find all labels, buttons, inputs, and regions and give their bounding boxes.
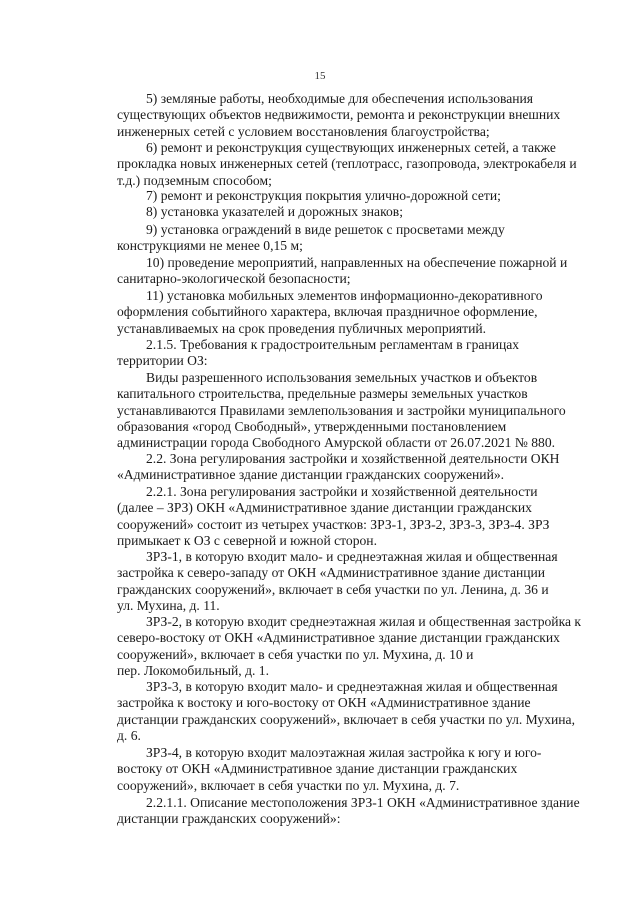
para-zrz-2 [117, 614, 600, 679]
text-line: гражданских сооружений», включает в себя участки по ул. Ленина, д. 36 и [117, 581, 549, 597]
text-line: «Административное здание дистанции гражданских сооружений». [117, 467, 505, 483]
para-2-2-1-1 [117, 795, 600, 828]
text-line: 10) проведение мероприятий, направленных на обеспечение пожарной и [146, 255, 568, 270]
para-item-6 [117, 140, 600, 189]
text-line: устанавливаемых на срок проведения публичных мероприятий. [117, 320, 487, 336]
para-item-11 [117, 288, 600, 337]
para-item-10 [117, 255, 600, 288]
text-line: инженерных сетей с условием восстановления благоустройства; [117, 123, 490, 139]
text-line: 11) установка мобильных элементов информационно-декоративного [146, 288, 543, 303]
text-line: д. 6. [117, 727, 141, 743]
text-line: сооружений», включает в себя участки по ул. Мухина, д. 7. [117, 777, 460, 793]
para-vidy [117, 370, 600, 451]
text-line: примыкает к ОЗ с северной и южной сторон. [117, 532, 377, 548]
text-line: пер. Локомобильный, д. 1. [117, 662, 269, 678]
text-line: Виды разрешенного использования земельных участков и объектов [146, 370, 538, 385]
text-line: застройка к северо-западу от ОКН «Административное здание дистанции [117, 565, 546, 581]
text-line: ЗРЗ-1, в которую входит мало- и среднеэтажная жилая и общественная [146, 549, 558, 564]
para-item-9 [117, 222, 600, 255]
text-line: дистанции гражданских сооружений»: [117, 811, 341, 827]
text-line: 2.2.1. Зона регулирования застройки и хозяйственной деятельности [146, 484, 538, 499]
para-2-2-1 [117, 484, 600, 549]
text-line: т.д.) подземным способом; [117, 172, 272, 188]
text-line: 2.1.5. Требования к градостроительным регламентам в границах [146, 337, 520, 352]
text-line: 5) земляные работы, необходимые для обеспечения использования [146, 91, 534, 106]
text-line: ЗРЗ-4, в которую входит малоэтажная жилая застройка к югу и юго- [146, 745, 542, 760]
para-zrz-3 [117, 679, 600, 744]
para-2-2 [117, 451, 600, 484]
text-line: ЗРЗ-2, в которую входит среднеэтажная жилая и общественная застройка к [146, 614, 581, 629]
text-line: оформления событийного характера, включая праздничное оформление, [117, 304, 538, 320]
text-line: сооружений», включает в себя участки по ул. Мухина, д. 10 и [117, 646, 474, 662]
page-number: 15 [314, 70, 326, 82]
text-line: (далее – ЗРЗ) ОКН «Административное здание дистанции гражданских [117, 500, 532, 516]
para-2-1-5 [117, 337, 600, 370]
text-line: 2.2. Зона регулирования застройки и хозяйственной деятельности ОКН [146, 451, 560, 466]
para-item-7 [117, 188, 600, 204]
text-line: администрации города Свободного Амурской области от 26.07.2021 № 880. [117, 435, 556, 451]
text-line: 6) ремонт и реконструкция существующих инженерных сетей, а также [146, 140, 556, 155]
text-line: территории ОЗ: [117, 353, 208, 369]
text-line: устанавливаются Правилами землепользования и застройки муниципального [117, 402, 566, 418]
text-line: 9) установка ограждений в виде решеток с просветами между [146, 222, 505, 237]
text-line: санитарно-экологической безопасности; [117, 271, 351, 287]
text-line: 8) установка указателей и дорожных знаков; [146, 204, 403, 219]
text-line: существующих объектов недвижимости, ремонта и реконструкции внешних [117, 107, 561, 123]
text-line: дистанции гражданских сооружений», включает в себя участки по ул. Мухина, [117, 711, 575, 727]
text-line: конструкциями не менее 0,15 м; [117, 238, 303, 254]
text-line: 7) ремонт и реконструкция покрытия улично-дорожной сети; [146, 188, 501, 203]
text-line: капитального строительства, предельные размеры земельных участков [117, 386, 528, 402]
para-zrz-1 [117, 549, 600, 614]
para-item-5 [117, 91, 600, 140]
text-line: ЗРЗ-3, в которую входит мало- и среднеэтажная жилая и общественная [146, 679, 558, 694]
text-line: ул. Мухина, д. 11. [117, 597, 220, 613]
text-line: востоку от ОКН «Административное здание дистанции гражданских [117, 761, 518, 777]
text-line: застройка к востоку и юго-востоку от ОКН «Административное здание [117, 695, 531, 711]
text-line: 2.2.1.1. Описание местоположения ЗРЗ-1 ОКН «Административное здание [146, 795, 580, 810]
text-line: прокладка новых инженерных сетей (теплотрасс, газопровода, электрокабеля и [117, 156, 577, 172]
text-line: образования «город Свободный», утвержденными постановлением [117, 418, 507, 434]
text-line: северо-востоку от ОКН «Административное здание дистанции гражданских [117, 630, 560, 646]
text-line: сооружений» состоит из четырех участков: ЗРЗ-1, ЗРЗ-2, ЗРЗ-3, ЗРЗ-4. ЗРЗ [117, 516, 550, 532]
para-zrz-4 [117, 745, 600, 794]
para-item-8 [117, 204, 600, 220]
